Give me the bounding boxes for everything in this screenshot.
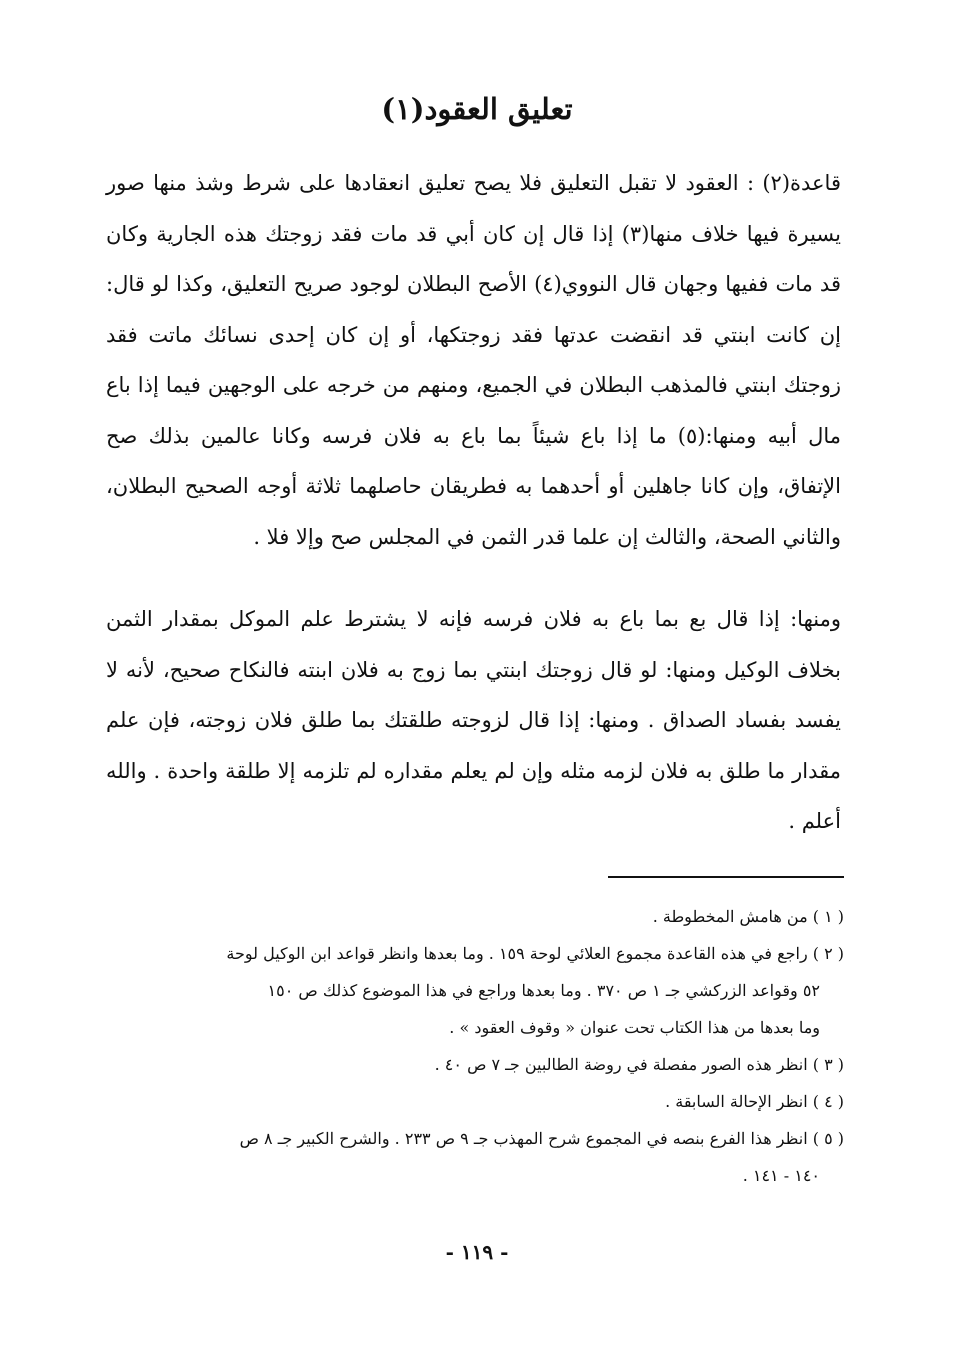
footnote: ( ٥ ) انظر هذا الفرع بنصه في المجموع شرح المهذب جـ ٩ ص ٢٣٣ . والشرح الكبير جـ ٨ ص [239,1129,844,1148]
footnote-continuation: ٥٢ وقواعد الزركشي جـ ١ ص ٣٧٠ . وما بعدها وراجع في هذا الموضوع كذلك ص ١٥٠ [267,981,820,1000]
paragraph: قاعدة(٢) : العقود لا تقبل التعليق فلا يصح تعليق انعقادها على شرط وشذ منها صور يسيرة فيها خلاف منها(٣) إذا قال إن كان أبي قد مات فقد زوجتك هذه الجارية وكان قد مات ففيها وجهان قال النووي(٤) الأصح البطلان لوجود صريح التعليق، وكذا لو قال: إن كانت ابنتي قد انقضت عدتها فقد زوجتكها، أو إن كان إحدى نسائك ماتت فقد زوجتك ابنتي فالمذهب البطلان في الجميع، ومنهم من خرجه على الوجهين فيما إذا باع مال أبيه ومنها:(٥) ما إذا باع شيئاً بما باع به فلان فرسه وكانا عالمين بذلك صح الإتفاق، وإن كانا جاهلين أو أحدهما به فطريقان حاصلهما ثلاثة أوجه الصحيح البطلان، والثاني الصحة، والثالث إن علما قدر الثمن في المجلس صح وإلا فلا . [106,171,842,549]
page-title: تعليق العقود(١) [381,92,573,126]
page-number: - ١١٩ - [445,1240,509,1264]
footnote: ( ٤ ) انظر الإحالة السابقة . [665,1092,844,1111]
footnotes [106,898,844,1194]
main-text [106,158,841,847]
footnote: ( ٣ ) انظر هذه الصور مفصلة في روضة الطالبين جـ ٧ ص ٤٠ . [434,1055,844,1074]
footnote-continuation: وما بعدها من هذا الكتاب تحت عنوان « وقوف العقود » . [449,1018,820,1037]
footnote: ( ٢ ) راجع في هذه القاعدة مجموع العلائي لوحة ١٥٩ . وما بعدها وانظر قواعد ابن الوكيل لوحة [226,944,844,963]
paragraph: ومنها: إذا قال بع بما باع به فلان فرسه فإنه لا يشترط علم الموكل بمقدار الثمن بخلاف الوكيل ومنها: لو قال زوجتك ابنتي بما زوج به فلان ابنته فالنكاح صحيح، لأنه لا يفسد بفساد الصداق . ومنها: إذا قال لزوجته طلقتك بما طلق فلان زوجته، فإن علم مقدار ما طلق به فلان لزمه مثله وإن لم يعلم مقداره لم تلزمه إلا طلقة واحدة . والله أعلم . [106,607,841,833]
footnote: ( ١ ) من هامش المخطوطة . [652,907,844,926]
footnote-continuation: ١٤٠ - ١٤١ . [742,1166,820,1185]
footnote-separator [608,876,844,878]
